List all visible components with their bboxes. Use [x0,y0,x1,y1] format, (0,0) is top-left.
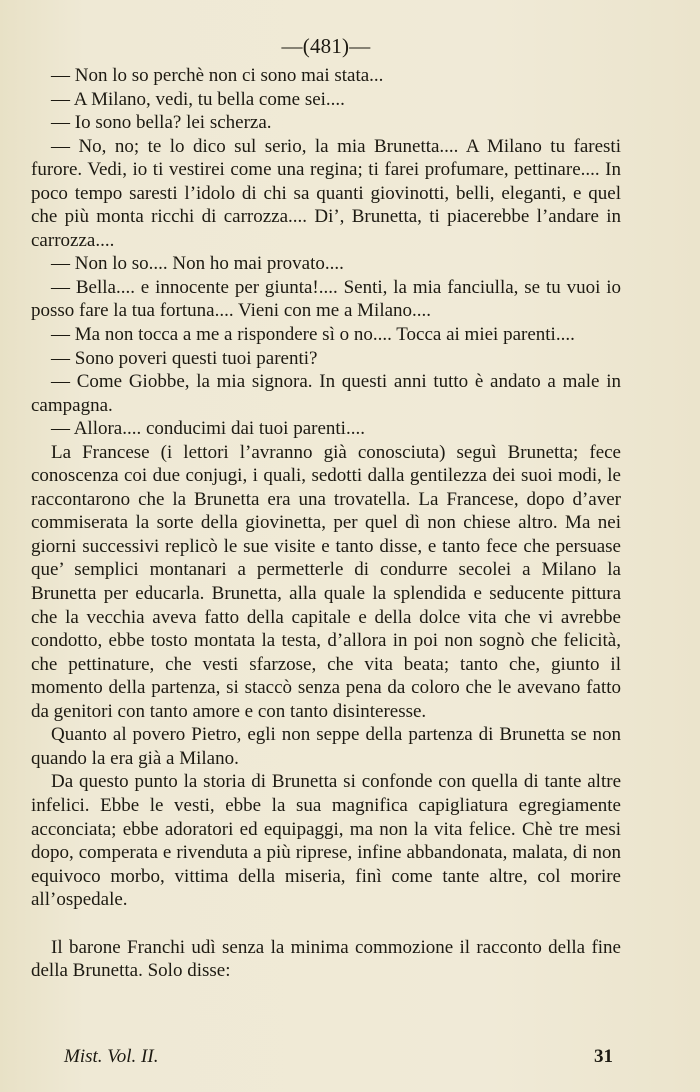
paragraph-5: — Non lo so.... Non ho mai provato.... [51,253,344,275]
page-number-header: —(481)— [281,34,371,58]
paragraph-3: — Io sono bella? lei scherza. [51,112,272,134]
paragraph-1: — Non lo so perchè non ci sono mai stata... [51,65,384,86]
paragraph-11: La Francese (i lettori l’avranno già conosciuta) seguì Brunetta; fece conoscenza coi due conjugi, i quali, sedotti dalla gentilezza dei suoi modi, le raccontarono che la Brunetta era una trovatella. La Francese, dopo d’aver commiserata la sorte della giovinetta, per quel dì non chiese altro. Ma nei giorni successivi replicò le sue visite e tanto disse, e tanto fece che persuase que’ semplici montanari a permetterle di condurre secolei a Milano la Brunetta per educarla. Brunetta, alla quale la splendida e seducente pittura che la vecchia aveva fatto della capitale e della dolce vita che vi avrebbe condotto, ebbe tosto montata la testa, d’allora in poi non sognò che felicità, che pettinature, che vesti sfarzose, che vita beata; tanto che, giunto il momento della partenza, si staccò senza pena da coloro che le avevano fatto da genitori con tanto amore e con tanto disinteresse. [31,441,621,722]
paragraph-14: Il barone Franchi udì senza la minima commozione il racconto della fine della Brunetta. Solo disse: [31,936,621,982]
paragraph-2: — A Milano, vedi, tu bella come sei.... [51,88,345,110]
paragraph-13: Da questo punto la storia di Brunetta si confonde con quella di tante altre infelici. Ebbe le vesti, ebbe la sua magnifica capigliatura egregiamente acconciata; ebbe adoratori ed equipaggi, ma non la vita felice. Chè tre mesi dopo, comperata e rivenduta a più riprese, infine abbandonata, malata, di non equivoco morbo, vittima della miseria, finì come tante altre, col morire all’ospedale. [31,771,621,911]
paragraph-10: — Allora.... conducimi dai tuoi parenti.... [51,418,365,440]
volume-signature: Mist. Vol. II. [64,1046,159,1067]
signature-number: 31 [594,1046,613,1067]
paragraph-12: Quanto al povero Pietro, egli non seppe della partenza di Brunetta se non quando la era già a Milano. [31,724,621,769]
paragraph-4: — No, no; te lo dico sul serio, la mia Brunetta.... A Milano tu faresti furore. Vedi, io ti vestirei come una regina; ti farei profumare, pettinare.... In poco tempo saresti l’idolo di chi sa quanti giovinotti, belli, eleganti, e quel che più monta ricchi di carrozza.... Di’, Brunetta, ti piacerebbe l’andare in carrozza.... [31,135,621,251]
page-body [31,64,621,983]
paragraph-6: — Bella.... e innocente per giunta!.... Senti, la mia fanciulla, se tu vuoi io posso fare la tua fortuna.... Vieni con me a Milano.... [31,276,621,322]
paragraph-7: — Ma non tocca a me a rispondere sì o no.... Tocca ai miei parenti.... [51,324,575,346]
paragraph-8: — Sono poveri questi tuoi parenti? [51,347,318,369]
paragraph-9: — Come Giobbe, la mia signora. In questi anni tutto è andato a male in campagna. [31,371,621,416]
